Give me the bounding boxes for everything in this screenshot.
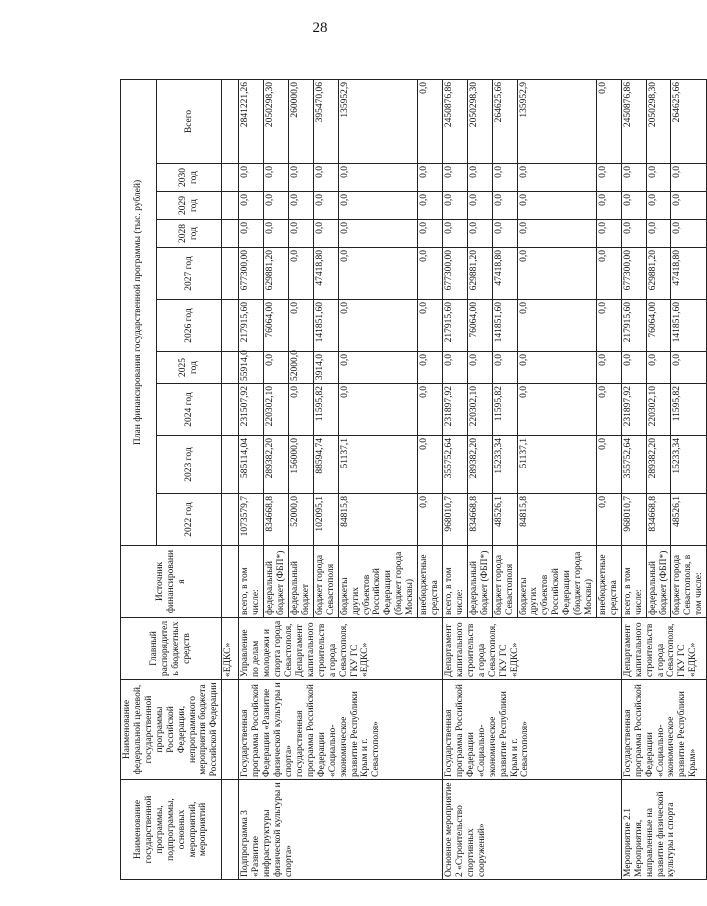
funding-source-cell: бюджет города Севастополя xyxy=(313,546,338,618)
year-value-cell: 52000,0 xyxy=(288,494,313,546)
year-value-cell: 0,0 xyxy=(418,494,443,546)
year-value-cell: 0,0 xyxy=(492,220,517,248)
total-value-cell: 0,0 xyxy=(596,79,621,163)
year-value-cell: 220302,10 xyxy=(646,384,671,436)
year-value-cell: 156000,0 xyxy=(288,436,313,494)
table-cell xyxy=(222,164,239,192)
funding-source-cell: бюджет города Севастополя, в том числе: xyxy=(671,546,707,618)
year-value-cell: 0,0 xyxy=(596,192,621,220)
table-row xyxy=(239,79,264,879)
header-program-name: Наименование государственной программы, подпрограммы, основных мероприятий, мероприятий xyxy=(121,780,222,880)
table-body xyxy=(222,79,707,879)
table-cell xyxy=(222,300,239,352)
year-value-cell: 48526,1 xyxy=(492,494,517,546)
year-value-cell: 0,0 xyxy=(239,192,264,220)
year-value-cell: 0,0 xyxy=(517,300,596,352)
year-value-cell: 0,0 xyxy=(338,248,417,300)
table-cell xyxy=(222,384,239,436)
header-year: 2026 год xyxy=(157,300,222,352)
block-name: Подпрограмма 3 «Развитие инфраструктуры физической культуры и спорта» xyxy=(239,780,443,880)
year-value-cell: 0,0 xyxy=(671,164,707,192)
year-value-cell: 677300,00 xyxy=(621,248,646,300)
total-value-cell: 2450876,86 xyxy=(621,79,646,163)
year-value-cell: 76064,00 xyxy=(646,300,671,352)
year-value-cell: 141851,60 xyxy=(492,300,517,352)
header-year: 2024 год xyxy=(157,384,222,436)
funding-source-cell: внебюджетные средства xyxy=(418,546,443,618)
year-value-cell: 0,0 xyxy=(313,192,338,220)
year-value-cell: 0,0 xyxy=(239,220,264,248)
total-value-cell: 260000,0 xyxy=(288,79,313,163)
header-year: 2028 год xyxy=(157,220,222,248)
year-value-cell: 834668,8 xyxy=(646,494,671,546)
year-value-cell: 220302,10 xyxy=(467,384,492,436)
year-value-cell: 355752,64 xyxy=(621,436,646,494)
year-value-cell: 0,0 xyxy=(264,220,289,248)
year-value-cell: 15233,34 xyxy=(671,436,707,494)
year-value-cell: 289382,20 xyxy=(646,436,671,494)
year-value-cell: 355752,64 xyxy=(442,436,467,494)
year-value-cell: 0,0 xyxy=(467,220,492,248)
year-value-cell: 11595,82 xyxy=(313,384,338,436)
year-value-cell: 0,0 xyxy=(671,220,707,248)
year-value-cell: 0,0 xyxy=(418,164,443,192)
header-year: 2023 год xyxy=(157,436,222,494)
total-value-cell: 135952,9 xyxy=(517,79,596,163)
year-value-cell: 0,0 xyxy=(288,220,313,248)
year-value-cell: 0,0 xyxy=(239,164,264,192)
year-value-cell: 0,0 xyxy=(517,352,596,384)
year-value-cell: 968010,7 xyxy=(621,494,646,546)
year-value-cell: 15233,34 xyxy=(492,436,517,494)
funding-source-cell: федеральный бюджет (ФБП*) xyxy=(467,546,492,618)
year-value-cell: 677300,00 xyxy=(239,248,264,300)
year-value-cell: 289382,20 xyxy=(467,436,492,494)
year-value-cell: 585114,04 xyxy=(239,436,264,494)
block-name: Мероприятие 2.1 Мероприятия, направленные на развитие физической культуры и спорта xyxy=(621,780,706,880)
year-value-cell: 0,0 xyxy=(313,220,338,248)
year-value-cell: 47418,80 xyxy=(492,248,517,300)
year-value-cell: 0,0 xyxy=(467,352,492,384)
year-value-cell: 84815,8 xyxy=(338,494,417,546)
header-plan-group: План финансирования государственной программы (тыс. рублей) xyxy=(121,79,157,545)
funding-source-cell: федеральный бюджет (ФБП*) xyxy=(264,546,289,618)
year-value-cell: 0,0 xyxy=(418,220,443,248)
year-value-cell: 0,0 xyxy=(288,384,313,436)
year-value-cell: 834668,8 xyxy=(264,494,289,546)
year-value-cell: 231897,92 xyxy=(621,384,646,436)
table-cell xyxy=(222,248,239,300)
year-value-cell: 677300,00 xyxy=(442,248,467,300)
table-cell xyxy=(222,546,239,618)
year-value-cell: 0,0 xyxy=(418,248,443,300)
year-value-cell: 84815,8 xyxy=(517,494,596,546)
year-value-cell: 0,0 xyxy=(418,384,443,436)
year-value-cell: 0,0 xyxy=(338,352,417,384)
funding-source-cell: федеральный бюджет xyxy=(288,546,313,618)
year-value-cell: 0,0 xyxy=(288,300,313,352)
table-cell xyxy=(222,352,239,384)
year-value-cell: 0,0 xyxy=(646,192,671,220)
block-manager: Управление по делам молодежи и спорта города Севастополя, Департамент капитального строительства города Севастополя, ГКУ ГС «ЕДКС» xyxy=(239,618,443,680)
funding-source-cell: всего, в том числе: xyxy=(442,546,467,618)
year-value-cell: 0,0 xyxy=(492,192,517,220)
year-value-cell: 1073579,7 xyxy=(239,494,264,546)
year-value-cell: 0,0 xyxy=(517,384,596,436)
funding-source-cell: бюджет города Севастополя xyxy=(492,546,517,618)
year-value-cell: 231507,92 xyxy=(239,384,264,436)
year-value-cell: 0,0 xyxy=(646,220,671,248)
year-value-cell: 0,0 xyxy=(596,494,621,546)
total-value-cell: 395470,06 xyxy=(313,79,338,163)
year-value-cell: 231897,92 xyxy=(442,384,467,436)
year-value-cell: 0,0 xyxy=(621,192,646,220)
block-manager: Департамент капитального строительства города Севастополя, ГКУ ГС «ЕДКС» xyxy=(442,618,621,680)
year-value-cell: 0,0 xyxy=(646,352,671,384)
total-value-cell: 2050298,30 xyxy=(646,79,671,163)
header-year: 2027 год xyxy=(157,248,222,300)
block-program: Государственная программа Российской Федерации «Социально-экономическое развитие Республики Крым» xyxy=(621,680,706,780)
table-cell xyxy=(222,680,239,780)
year-value-cell: 0,0 xyxy=(517,220,596,248)
year-value-cell: 141851,60 xyxy=(313,300,338,352)
year-value-cell: 0,0 xyxy=(442,192,467,220)
year-value-cell: 0,0 xyxy=(596,220,621,248)
year-value-cell: 629881,20 xyxy=(264,248,289,300)
table-row-top xyxy=(222,79,239,879)
year-value-cell: 0,0 xyxy=(467,192,492,220)
header-year: 2030 год xyxy=(157,164,222,192)
year-value-cell: 0,0 xyxy=(596,300,621,352)
table-cell xyxy=(222,494,239,546)
year-value-cell: 220302,10 xyxy=(264,384,289,436)
year-value-cell: 0,0 xyxy=(517,248,596,300)
year-value-cell: 0,0 xyxy=(492,164,517,192)
year-value-cell: 629881,20 xyxy=(467,248,492,300)
year-value-cell: 0,0 xyxy=(492,352,517,384)
year-value-cell: 0,0 xyxy=(596,248,621,300)
table-row xyxy=(442,79,467,879)
year-value-cell: 3914,0 xyxy=(313,352,338,384)
year-value-cell: 76064,00 xyxy=(264,300,289,352)
year-value-cell: 834668,8 xyxy=(467,494,492,546)
financing-plan-table xyxy=(120,79,707,880)
year-value-cell: 0,0 xyxy=(338,192,417,220)
block-manager: Департамент капитального строительства города Севастополя, ГКУ ГС «ЕДКС» xyxy=(621,618,706,680)
header-federal-program: Наименование федеральной целевой, государственной программы Российской Федерации, непрограммного мероприятия бюджета Российской Федерации xyxy=(121,680,222,780)
year-value-cell: 51137,1 xyxy=(338,436,417,494)
year-value-cell: 289382,20 xyxy=(264,436,289,494)
year-value-cell: 0,0 xyxy=(646,164,671,192)
year-value-cell: 0,0 xyxy=(596,436,621,494)
year-value-cell: 47418,80 xyxy=(313,248,338,300)
header-total: Всего xyxy=(157,79,222,163)
year-value-cell: 0,0 xyxy=(596,164,621,192)
year-value-cell: 0,0 xyxy=(288,248,313,300)
year-value-cell: 0,0 xyxy=(621,164,646,192)
total-value-cell: 264625,66 xyxy=(671,79,707,163)
block-program: Государственная программа Российской Федерации «Развитие физической культуры и спорта» государственная программа Российской Федерации «Социально-экономическое развитие Республики Крым и г. Севастополя» xyxy=(239,680,443,780)
year-value-cell: 217915,60 xyxy=(442,300,467,352)
total-value-cell: 0,0 xyxy=(418,79,443,163)
year-value-cell: 968010,7 xyxy=(442,494,467,546)
header-row-group xyxy=(121,79,157,879)
year-value-cell: 0,0 xyxy=(596,352,621,384)
year-value-cell: 51137,1 xyxy=(517,436,596,494)
table-cell: «ЕДКС» xyxy=(222,618,239,680)
header-year: 2022 год xyxy=(157,494,222,546)
year-value-cell: 0,0 xyxy=(442,220,467,248)
year-value-cell: 141851,60 xyxy=(671,300,707,352)
funding-source-cell: бюджеты других субъектов Российской Федерации (бюджет города Москвы) xyxy=(517,546,596,618)
year-value-cell: 11595,82 xyxy=(492,384,517,436)
year-value-cell: 0,0 xyxy=(338,384,417,436)
year-value-cell: 0,0 xyxy=(264,192,289,220)
year-value-cell: 0,0 xyxy=(671,352,707,384)
year-value-cell: 0,0 xyxy=(418,300,443,352)
year-value-cell: 48526,1 xyxy=(671,494,707,546)
year-value-cell: 47418,80 xyxy=(671,248,707,300)
table-cell xyxy=(222,780,239,880)
year-value-cell: 0,0 xyxy=(288,164,313,192)
year-value-cell: 102095,1 xyxy=(313,494,338,546)
funding-source-cell: внебюджетные средства xyxy=(596,546,621,618)
year-value-cell: 0,0 xyxy=(517,192,596,220)
funding-source-cell: бюджеты других субъектов Российской Федерации (бюджет города Москвы) xyxy=(338,546,417,618)
header-funding-source: Источник финансирования xyxy=(121,546,222,618)
header-year: 2029 год xyxy=(157,192,222,220)
year-value-cell: 217915,60 xyxy=(621,300,646,352)
funding-source-cell: всего, в том числе: xyxy=(621,546,646,618)
block-name: Основное мероприятие 2 «Строительство спортивных сооружений» xyxy=(442,780,621,880)
table-cell xyxy=(222,220,239,248)
year-value-cell: 0,0 xyxy=(418,192,443,220)
table-cell xyxy=(222,79,239,163)
year-value-cell: 0,0 xyxy=(418,436,443,494)
rotated-table-wrapper xyxy=(120,80,705,880)
year-value-cell: 0,0 xyxy=(338,300,417,352)
total-value-cell: 135952,9 xyxy=(338,79,417,163)
year-value-cell: 11595,82 xyxy=(671,384,707,436)
total-value-cell: 2050298,30 xyxy=(264,79,289,163)
year-value-cell: 0,0 xyxy=(264,164,289,192)
table-cell xyxy=(222,192,239,220)
year-value-cell: 55914,0 xyxy=(239,352,264,384)
page-number: 28 xyxy=(312,20,328,36)
year-value-cell: 0,0 xyxy=(442,352,467,384)
year-value-cell: 0,0 xyxy=(338,220,417,248)
year-value-cell: 0,0 xyxy=(517,164,596,192)
year-value-cell: 0,0 xyxy=(671,192,707,220)
year-value-cell: 0,0 xyxy=(621,220,646,248)
year-value-cell: 0,0 xyxy=(418,352,443,384)
header-budget-manager: Главный распорядитель бюджетных средств xyxy=(121,618,222,680)
header-year: 2025 год xyxy=(157,352,222,384)
year-value-cell: 0,0 xyxy=(264,352,289,384)
year-value-cell: 88594,74 xyxy=(313,436,338,494)
year-value-cell: 0,0 xyxy=(313,164,338,192)
year-value-cell: 0,0 xyxy=(467,164,492,192)
year-value-cell: 0,0 xyxy=(288,192,313,220)
total-value-cell: 2841221,26 xyxy=(239,79,264,163)
year-value-cell: 0,0 xyxy=(338,164,417,192)
block-program: Государственная программа Российской Федерации «Социально-экономическое развитие Республики Крым и г. Севастополя» xyxy=(442,680,621,780)
table-row xyxy=(621,79,646,879)
funding-source-cell: федеральный бюджет (ФБП*) xyxy=(646,546,671,618)
year-value-cell: 76064,00 xyxy=(467,300,492,352)
total-value-cell: 2050298,30 xyxy=(467,79,492,163)
year-value-cell: 0,0 xyxy=(621,352,646,384)
year-value-cell: 0,0 xyxy=(442,164,467,192)
year-value-cell: 52000,0 xyxy=(288,352,313,384)
year-value-cell: 629881,20 xyxy=(646,248,671,300)
table-cell xyxy=(222,436,239,494)
year-value-cell: 217915,60 xyxy=(239,300,264,352)
funding-source-cell: всего, в том числе: xyxy=(239,546,264,618)
year-value-cell: 0,0 xyxy=(596,384,621,436)
total-value-cell: 2450876,86 xyxy=(442,79,467,163)
total-value-cell: 264625,66 xyxy=(492,79,517,163)
